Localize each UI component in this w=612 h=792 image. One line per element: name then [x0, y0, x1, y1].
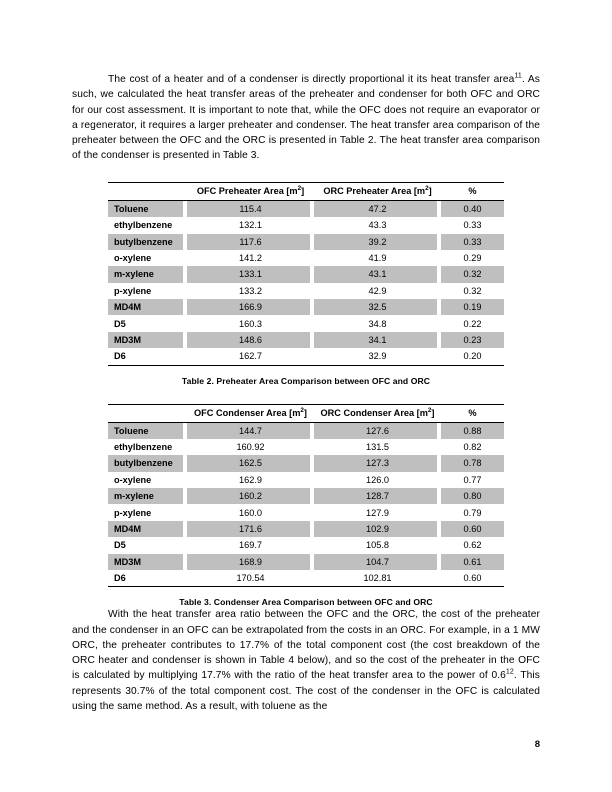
cell-ofc-area: 133.1 — [187, 266, 314, 282]
table-row — [108, 200, 504, 217]
cell-compound-name: Toluene — [108, 422, 187, 439]
cell-ofc-area: 117.6 — [187, 234, 314, 250]
cell-ratio-percent: 0.22 — [441, 315, 504, 331]
cell-ratio-percent: 0.32 — [441, 266, 504, 282]
cell-compound-name: o-xylene — [108, 250, 187, 266]
table-row — [108, 521, 504, 537]
table-row — [108, 348, 504, 365]
cell-ofc-area: 160.3 — [187, 315, 314, 331]
cell-ratio-percent: 0.32 — [441, 283, 504, 299]
cell-ofc-area: 169.7 — [187, 537, 314, 553]
cell-orc-area: 39.2 — [314, 234, 441, 250]
cell-ofc-area: 160.0 — [187, 504, 314, 520]
cell-compound-name: m-xylene — [108, 488, 187, 504]
cell-orc-area: 102.81 — [314, 570, 441, 587]
column-header-compound — [108, 404, 187, 422]
superscript-unit: 2 — [300, 406, 304, 414]
column-header-compound — [108, 182, 187, 200]
cell-ratio-percent: 0.29 — [441, 250, 504, 266]
condenser-area-table — [108, 404, 504, 588]
table-row — [108, 504, 504, 520]
cell-compound-name: m-xylene — [108, 266, 187, 282]
column-header-ofc-preheater-area — [187, 182, 314, 200]
cell-compound-name: butylbenzene — [108, 455, 187, 471]
cell-orc-area: 127.3 — [314, 455, 441, 471]
column-header-text: ORC Condenser Area [m — [320, 407, 428, 418]
table-row — [108, 266, 504, 282]
cell-ratio-percent: 0.23 — [441, 332, 504, 348]
column-header-bracket: ] — [428, 185, 432, 196]
cell-ofc-area: 148.6 — [187, 332, 314, 348]
table-caption-condenser: Table 3. Condenser Area Comparison between OFC and ORC — [179, 597, 433, 608]
cell-ofc-area: 162.9 — [187, 472, 314, 488]
cell-orc-area: 127.9 — [314, 504, 441, 520]
cell-orc-area: 127.6 — [314, 422, 441, 439]
paragraph-intro: The cost of a heater and of a condenser is directly proportional it its heat transfer area$^{11}$. As such, we calculated the heat transfer areas of the preheater and condenser for both OFC and ORC for our cost assessment. It is important to note that, while the OFC does not require an evaporator or a regenerator, it requires a larger preheater and condenser. The heat transfer area comparison of the preheater between the OFC and the ORC is presented in Table 2. The heat transfer area comparison of the condenser is presented in Table 3. — [72, 72, 540, 162]
cell-ratio-percent: 0.20 — [441, 348, 504, 365]
cell-compound-name: D6 — [108, 348, 187, 365]
column-header-text: OFC Preheater Area [m — [196, 185, 298, 196]
footnote-reference: 11 — [514, 72, 522, 80]
condenser-area-table-block — [108, 404, 504, 608]
table-row — [108, 332, 504, 348]
cell-compound-name: butylbenzene — [108, 234, 187, 250]
column-header-bracket: ] — [301, 185, 305, 196]
table-header — [108, 182, 504, 200]
cell-ratio-percent: 0.88 — [441, 422, 504, 439]
cell-ofc-area: 170.54 — [187, 570, 314, 587]
preheater-area-table — [108, 182, 504, 366]
cell-ratio-percent: 0.80 — [441, 488, 504, 504]
cell-ratio-percent: 0.62 — [441, 537, 504, 553]
cell-ofc-area: 160.92 — [187, 439, 314, 455]
column-header-bracket: ] — [431, 407, 435, 418]
cell-ratio-percent: 0.79 — [441, 504, 504, 520]
cell-ofc-area: 115.4 — [187, 200, 314, 217]
cell-ofc-area: 166.9 — [187, 299, 314, 315]
cell-compound-name: ethylbenzene — [108, 217, 187, 233]
cell-ofc-area: 160.2 — [187, 488, 314, 504]
table-body — [108, 422, 504, 587]
cell-compound-name: D5 — [108, 537, 187, 553]
table-row — [108, 422, 504, 439]
cell-compound-name: D6 — [108, 570, 187, 587]
cell-orc-area: 105.8 — [314, 537, 441, 553]
cell-orc-area: 47.2 — [314, 200, 441, 217]
table-row — [108, 234, 504, 250]
table-row — [108, 439, 504, 455]
column-header-bracket: ] — [303, 407, 307, 418]
table-row — [108, 455, 504, 471]
column-header-orc-condenser-area — [314, 404, 441, 422]
cell-orc-area: 34.1 — [314, 332, 441, 348]
table-row — [108, 283, 504, 299]
cell-orc-area: 102.9 — [314, 521, 441, 537]
table-row — [108, 570, 504, 587]
cell-ratio-percent: 0.33 — [441, 234, 504, 250]
cell-orc-area: 32.5 — [314, 299, 441, 315]
cell-orc-area: 128.7 — [314, 488, 441, 504]
table-header — [108, 404, 504, 422]
cell-ratio-percent: 0.33 — [441, 217, 504, 233]
column-header-text: OFC Condenser Area [m — [194, 407, 301, 418]
table-row — [108, 472, 504, 488]
column-header-orc-preheater-area — [314, 182, 441, 200]
cell-compound-name: p-xylene — [108, 504, 187, 520]
cell-ofc-area: 162.7 — [187, 348, 314, 365]
cell-compound-name: ethylbenzene — [108, 439, 187, 455]
cell-ratio-percent: 0.60 — [441, 521, 504, 537]
table-row — [108, 299, 504, 315]
table-header-row — [108, 404, 504, 422]
preheater-area-table-block — [108, 182, 504, 386]
superscript-unit: 2 — [427, 406, 432, 414]
cell-compound-name: MD4M — [108, 521, 187, 537]
table-row — [108, 217, 504, 233]
column-header-ofc-condenser-area — [187, 404, 314, 422]
table-row — [108, 554, 504, 570]
cell-ofc-area: 162.5 — [187, 455, 314, 471]
cell-ofc-area: 168.9 — [187, 554, 314, 570]
cell-compound-name: MD4M — [108, 299, 187, 315]
cell-orc-area: 32.9 — [314, 348, 441, 365]
table-caption-preheater: Table 2. Preheater Area Comparison between OFC and ORC — [181, 375, 431, 386]
cell-compound-name: Toluene — [108, 200, 187, 217]
cell-orc-area: 41.9 — [314, 250, 441, 266]
cell-ofc-area: 171.6 — [187, 521, 314, 537]
cell-orc-area: 42.9 — [314, 283, 441, 299]
cell-ofc-area: 132.1 — [187, 217, 314, 233]
footnote-reference: 12 — [505, 669, 514, 677]
paragraph-cost-extrapolation: With the heat transfer area ratio between the OFC and the ORC, the cost of the preheater and the condenser in an OFC can be extrapolated from the costs in an ORC. For example, in a 1 MW ORC, the preheater contributes to 17.7% of the total component cost (the cost breakdown of the ORC heater and condenser is shown in Table 4 below), and so the cost of the preheater in the OFC is calculated by multiplying 17.7% with the ratio of the heat transfer area to the power of $0.6^{12}$. This represents 30.7% of the total component cost. The cost of the condenser in the OFC is calculated using the same method. As a result, with toluene as the — [72, 609, 540, 713]
superscript-unit: 2 — [425, 184, 429, 192]
column-header-percent: % — [441, 404, 504, 422]
cell-ratio-percent: 0.40 — [441, 200, 504, 217]
cell-orc-area: 126.0 — [314, 472, 441, 488]
table-row — [108, 250, 504, 266]
cell-compound-name: o-xylene — [108, 472, 187, 488]
column-header-text: ORC Preheater Area [m — [323, 185, 426, 196]
cell-compound-name: D5 — [108, 315, 187, 331]
table-row — [108, 537, 504, 553]
superscript-unit: 2 — [297, 184, 302, 192]
cell-orc-area: 43.3 — [314, 217, 441, 233]
cell-ratio-percent: 0.77 — [441, 472, 504, 488]
cell-orc-area: 131.5 — [314, 439, 441, 455]
cell-compound-name: MD3M — [108, 332, 187, 348]
cell-ofc-area: 144.7 — [187, 422, 314, 439]
table-row — [108, 315, 504, 331]
cell-orc-area: 104.7 — [314, 554, 441, 570]
cell-ratio-percent: 0.82 — [441, 439, 504, 455]
table-row — [108, 488, 504, 504]
cell-ratio-percent: 0.60 — [441, 570, 504, 587]
cell-ofc-area: 133.2 — [187, 283, 314, 299]
cell-ratio-percent: 0.19 — [441, 299, 504, 315]
page-number: 8 — [534, 739, 540, 750]
cell-ofc-area: 141.2 — [187, 250, 314, 266]
cell-compound-name: MD3M — [108, 554, 187, 570]
column-header-percent: % — [441, 182, 504, 200]
cell-compound-name: p-xylene — [108, 283, 187, 299]
cell-orc-area: 43.1 — [314, 266, 441, 282]
cell-ratio-percent: 0.61 — [441, 554, 504, 570]
table-header-row — [108, 182, 504, 200]
cell-ratio-percent: 0.78 — [441, 455, 504, 471]
cell-orc-area: 34.8 — [314, 315, 441, 331]
table-body — [108, 200, 504, 365]
